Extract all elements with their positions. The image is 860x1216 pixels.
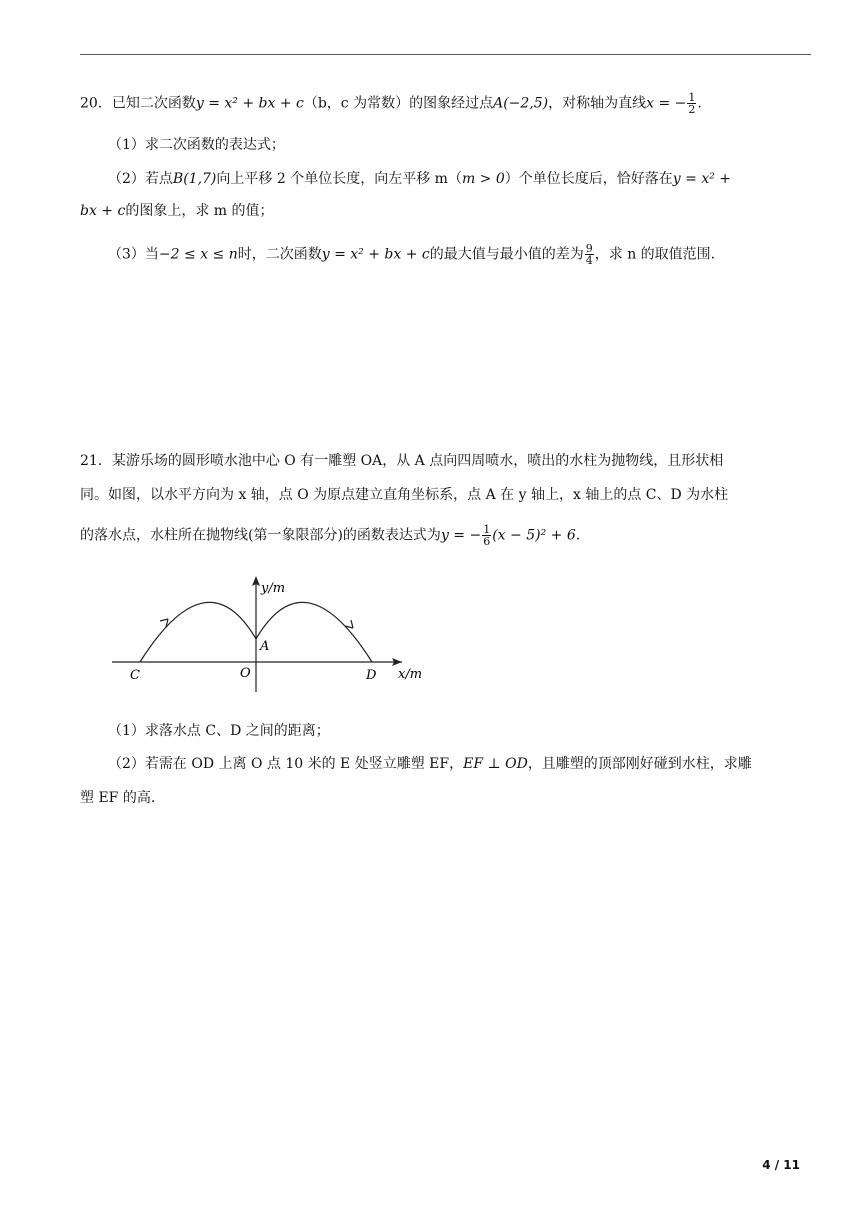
q20-part2: （2）若点B(1,7)向上平移 2 个单位长度，向左平移 m（m > 0）个单位长度后，恰好落在y = x² + <box>108 171 732 187</box>
q21-stem-line1: 21．某游乐场的圆形喷水池中心 O 有一雕塑 OA，从 A 点向四周喷水，喷出的水柱为抛物线，且形状相 <box>80 453 724 469</box>
x-axis-label: x/m <box>398 667 423 682</box>
y-axis-label: y/m <box>261 581 286 596</box>
point-o-label: O <box>240 666 251 681</box>
header-rule <box>80 54 811 55</box>
left-water-arc <box>140 602 256 662</box>
right-water-arc <box>256 602 372 662</box>
q20-part3: （3）当−2 ≤ x ≤ n时，二次函数y = x² + bx + c的最大值与最小值的差为 $\frac{9}{4}$ ，求 n 的取值范围. <box>108 242 716 267</box>
fraction-half: $\frac{1}{2}$ <box>688 91 696 116</box>
fraction-nine-fourths: $\frac{9}{4}$ <box>585 242 593 267</box>
point-c-label: C <box>130 668 140 683</box>
page-number: 4 / 11 <box>762 1158 800 1172</box>
right-arc-arrowhead <box>345 620 353 628</box>
point-a-label: A <box>260 639 270 654</box>
point-d-label: D <box>366 668 377 683</box>
q21-stem-line2: 同。如图，以水平方向为 x 轴，点 O 为原点建立直角坐标系，点 A 在 y 轴上，x 轴上的点 C、D 为水柱 <box>80 487 729 503</box>
q20-stem: 20．已知二次函数y = x² + bx + c（b，c 为常数）的图象经过点A(−2,5)，对称轴为直线x = − $\frac{1}{2}$ . <box>80 91 702 116</box>
q21-stem-line3: 的落水点，水柱所在抛物线(第一象限部分)的函数表达式为y = − $\frac{1}{6}$ (x − 5)² + 6. <box>80 523 581 548</box>
q20-part2-cont: bx + c的图象上，求 m 的值； <box>80 203 274 219</box>
left-arc-arrowhead <box>160 619 168 627</box>
q21-part2: （2）若需在 OD 上离 O 点 10 米的 E 处竖立雕塑 EF，EF ⊥ OD，且雕塑的顶部刚好碰到水柱，求雕 <box>108 756 752 772</box>
fraction-one-sixth: $\frac{1}{6}$ <box>483 523 491 548</box>
q21-part1: （1）求落水点 C、D 之间的距离； <box>108 723 330 739</box>
q20-part1: （1）求二次函数的表达式； <box>108 137 285 153</box>
fountain-figure <box>110 572 440 694</box>
q21-part2-cont: 塑 EF 的高. <box>80 790 156 806</box>
